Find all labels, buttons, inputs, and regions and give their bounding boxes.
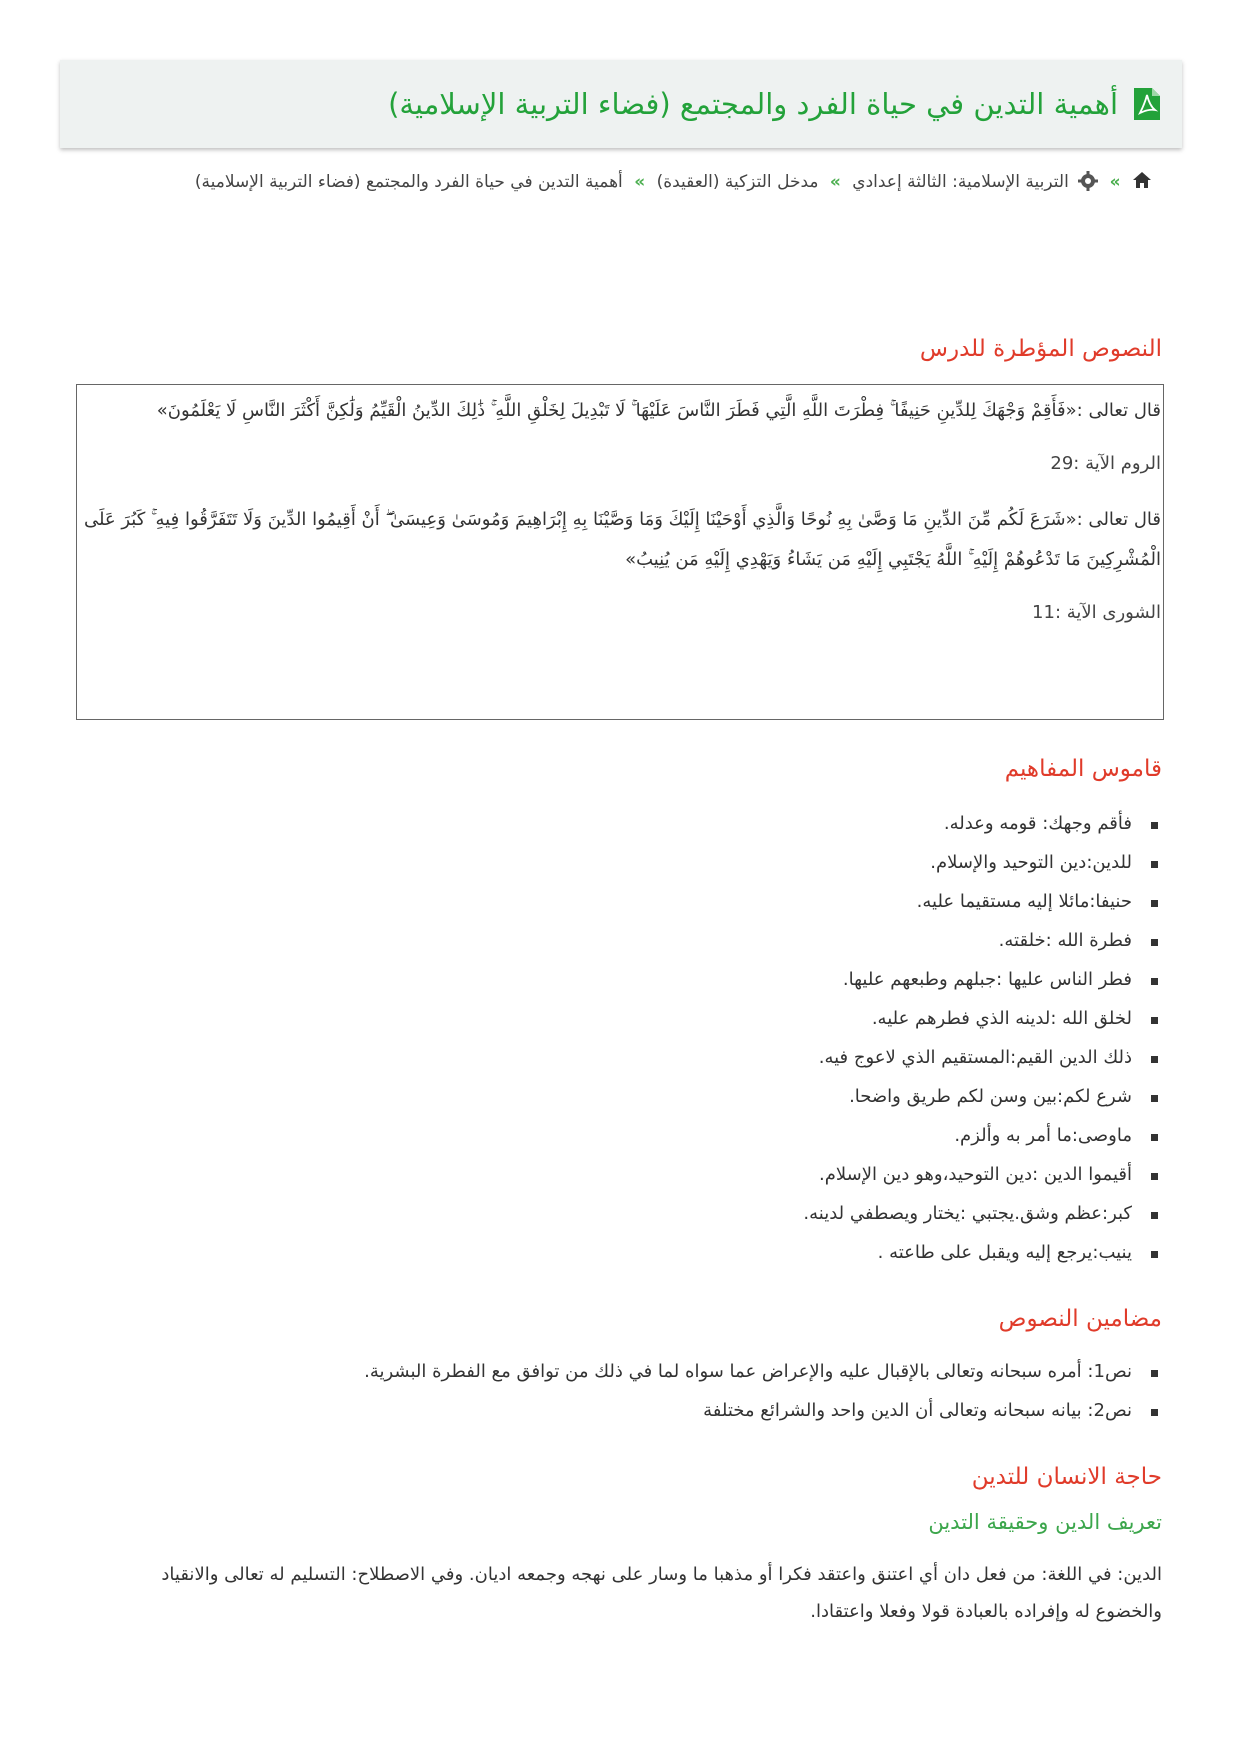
list-item: فطر الناس عليها :جبلهم وطبعهم عليها. xyxy=(803,960,1162,999)
breadcrumb-link-unit[interactable]: مدخل التزكية (العقيدة) xyxy=(656,172,819,192)
subsection-title-definition: تعريف الدين وحقيقة التدين xyxy=(928,1510,1162,1534)
page-header xyxy=(60,60,1182,148)
gear-icon xyxy=(1078,171,1098,191)
breadcrumb-current: أهمية التدين في حياة الفرد والمجتمع (فضاء التربية الإسلامية) xyxy=(194,172,623,192)
list-item: لخلق الله :لدينه الذي فطرهم عليه. xyxy=(803,999,1162,1038)
breadcrumb-separator: » xyxy=(634,172,646,192)
quote-box xyxy=(76,384,1164,720)
list-item: نص2: بيانه سبحانه وتعالى أن الدين واحد والشرائع مختلفة xyxy=(364,1391,1162,1430)
list-item: ذلك الدين القيم:المستقيم الذي لاعوج فيه. xyxy=(803,1038,1162,1077)
page-title: أهمية التدين في حياة الفرد والمجتمع (فضاء التربية الإسلامية) xyxy=(388,86,1118,121)
list-item: فطرة الله :خلقته. xyxy=(803,921,1162,960)
home-icon[interactable] xyxy=(1132,171,1152,189)
pdf-icon xyxy=(1132,87,1162,121)
list-item: أقيموا الدين :دين التوحيد،وهو دين الإسلام. xyxy=(803,1155,1162,1194)
list-item: ماوصى:ما أمر به وألزم. xyxy=(803,1116,1162,1155)
section-title-texts: النصوص المؤطرة للدرس xyxy=(919,336,1162,362)
list-item: للدين:دين التوحيد والإسلام. xyxy=(803,843,1162,882)
list-item: كبر:عظم وشق.يجتبي :يختار ويصطفي لدينه. xyxy=(803,1194,1162,1233)
list-item: شرع لكم:بين وسن لكم طريق واضحا. xyxy=(803,1077,1162,1116)
contents-list xyxy=(364,1352,1162,1430)
section-title-need: حاجة الانسان للتدين xyxy=(971,1464,1162,1490)
list-item: حنيفا:مائلا إليه مستقيما عليه. xyxy=(803,882,1162,921)
list-item: فأقم وجهك: قومه وعدله. xyxy=(803,804,1162,843)
breadcrumb-separator: » xyxy=(829,172,841,192)
verse-2-reference: الشورى الآية :11 xyxy=(1032,602,1161,623)
verse-2: قال تعالى :«شَرَعَ لَكُم مِّنَ الدِّينِ مَا وَصَّىٰ بِهِ نُوحًا وَالَّذِي أَوْحَيْنَا إِلَيْكَ وَمَا وَصَّيْنَا بِهِ إِبْرَاهِيمَ وَمُوسَىٰ وَعِيسَىٰ ۖ أَنْ أَقِيمُوا الدِّينَ وَلَا تَتَفَرَّقُوا فِيهِ ۚ كَبُرَ عَلَى الْمُشْرِكِينَ مَا تَدْعُوهُمْ إِلَيْهِ ۚ اللَّهُ يَجْتَبِي إِلَيْهِ مَن يَشَاءُ وَيَهْدِي إِلَيْهِ مَن يُنِيبُ» xyxy=(83,509,1161,570)
breadcrumb-separator: » xyxy=(1109,172,1121,192)
breadcrumb-link-course[interactable]: التربية الإسلامية: الثالثة إعدادي xyxy=(852,172,1069,192)
section-title-contents: مضامين النصوص xyxy=(998,1306,1162,1332)
section-title-concepts: قاموس المفاهيم xyxy=(1004,756,1162,782)
list-item: نص1: أمره سبحانه وتعالى بالإقبال عليه والإعراض عما سواه لما في ذلك من توافق مع الفطرة البشرية. xyxy=(364,1352,1162,1391)
definition-paragraph: الدين: في اللغة: من فعل دان أي اعتنق واعتقد فكرا أو مذهبا ما وسار على نهجه وجمعه اديان. وفي الاصطلاح: التسليم له تعالى والانقياد والخضوع له وإفراده بالعبادة قولا وفعلا واعتقادا. xyxy=(161,1564,1162,1622)
verse-1: قال تعالى :«فَأَقِمْ وَجْهَكَ لِلدِّينِ حَنِيفًا ۚ فِطْرَتَ اللَّهِ الَّتِي فَطَرَ النَّاسَ عَلَيْهَا ۚ لَا تَبْدِيلَ لِخَلْقِ اللَّهِ ۚ ذَٰلِكَ الدِّينُ الْقَيِّمُ وَلَٰكِنَّ أَكْثَرَ النَّاسِ لَا يَعْلَمُونَ» xyxy=(156,400,1161,421)
verse-1-reference: الروم الآية :29 xyxy=(1050,453,1161,474)
breadcrumb xyxy=(140,166,1152,198)
concepts-list xyxy=(803,804,1162,1272)
list-item: ينيب:يرجع إليه ويقبل على طاعته . xyxy=(803,1233,1162,1272)
